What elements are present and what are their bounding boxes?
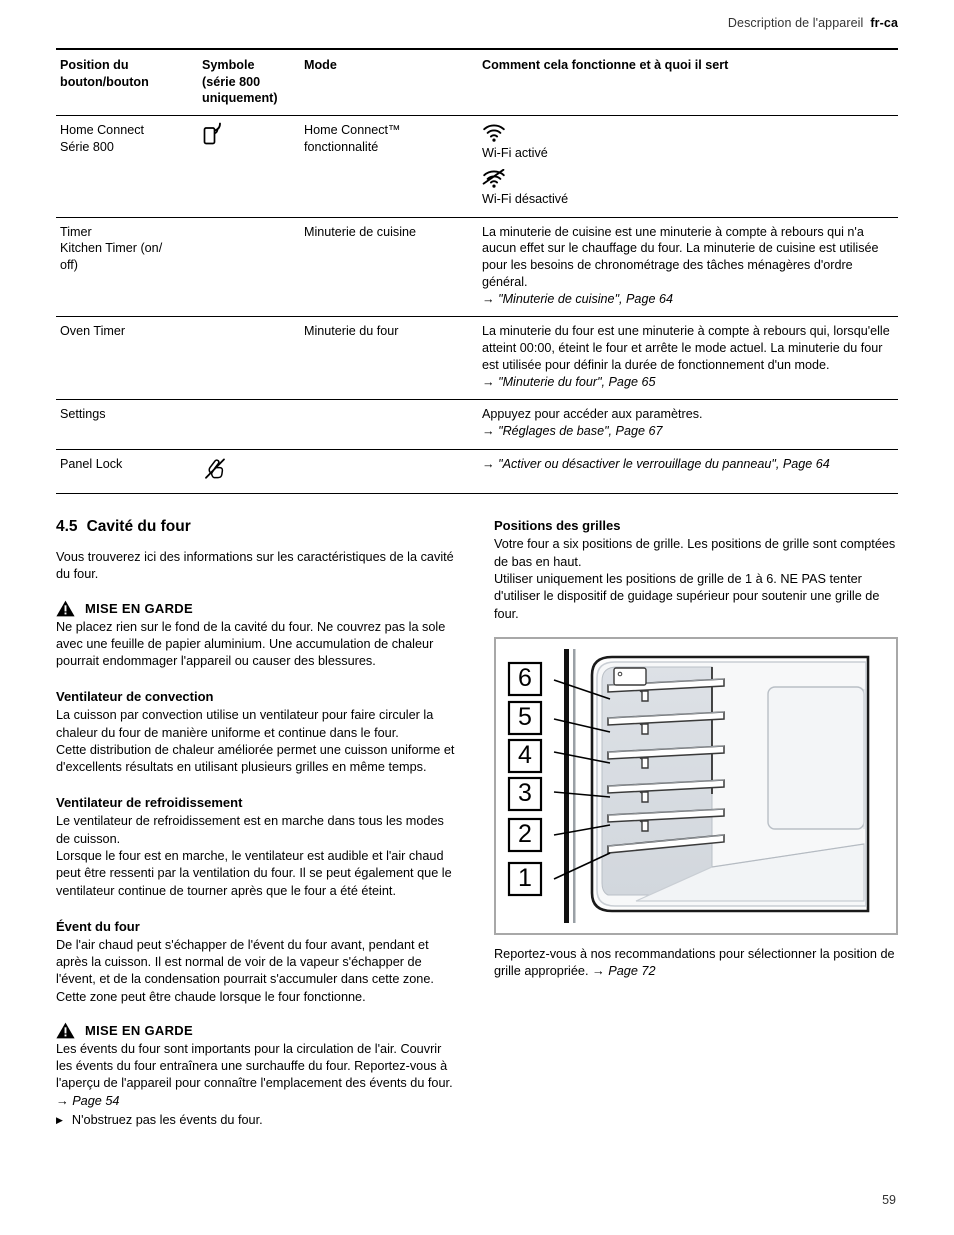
warning-label: MISE EN GARDE	[85, 1022, 193, 1038]
figure-caption	[494, 946, 898, 981]
table-row	[56, 217, 898, 317]
rack-label-5	[509, 702, 541, 734]
warning-triangle-icon	[56, 600, 75, 617]
controls-mode-table	[56, 48, 898, 494]
cell-position: Panel Lock	[56, 449, 198, 494]
cell-position: Home Connect Série 800	[56, 116, 198, 217]
description-text: Appuyez pour accéder aux paramètres.	[482, 407, 703, 422]
warning-label: MISE EN GARDE	[85, 600, 193, 616]
table-row	[56, 116, 898, 217]
home-connect-icon	[202, 135, 224, 149]
bullet-text: N'obstruez pas les évents du four.	[71, 1112, 263, 1127]
list-item	[56, 1112, 460, 1129]
symbole-line-1: Symbole	[202, 58, 255, 72]
oven-diagram-svg	[496, 639, 896, 933]
cell-description	[478, 317, 898, 400]
warning-heading-1	[56, 600, 460, 617]
svg-text:1: 1	[518, 863, 532, 892]
cross-reference: → "Activer ou désactiver le verrouillage du panneau", Page 64	[482, 456, 830, 471]
wifi-on-icon	[482, 123, 890, 145]
cell-description	[478, 400, 898, 449]
cell-mode: Home Connect™ fonctionnalité	[300, 116, 478, 217]
warning-body-text: Les évents du four sont importants pour la circulation de l'air. Couvrir les évents du four entraînera une surchauffe du four. Reportez-vous à l'aperçu de l'appareil pour connaître l'emplacement des évents du four.	[56, 1041, 453, 1091]
wifi-state-on	[482, 123, 890, 162]
cell-position: Oven Timer	[56, 317, 198, 400]
table-row	[56, 449, 898, 494]
figure-caption-text: Reportez-vous à nos recommandations pour sélectionner la position de grille appropriée.	[494, 946, 895, 979]
cross-reference: → "Minuterie de cuisine", Page 64	[482, 291, 673, 306]
right-column	[494, 518, 898, 1129]
section-number: 4.5	[56, 518, 78, 536]
warning-cross-reference: → Page 54	[56, 1093, 120, 1108]
header-title: Description de l'appareil	[727, 16, 864, 30]
table-body	[56, 116, 898, 494]
cell-mode	[300, 400, 478, 449]
vent-paragraph-1: De l'air chaud peut s'échapper de l'évent du four avant, pendant et après la cuisson. Il est normal de voir de la vapeur s'échapper de l'évent, et de la condensation pourrait s'accumuler dans cette zone. Cette zone peut être chaude lorsque le four fonctionne.	[56, 937, 434, 1004]
wifi-off-icon	[482, 169, 890, 191]
page-number: 59	[882, 1193, 896, 1207]
section-heading	[56, 518, 460, 537]
rack-positions-paragraph-1: Votre four a six positions de grille. Les positions de grille sont comptées de bas en haut.	[494, 537, 896, 569]
wifi-on-label: Wi-Fi activé	[482, 146, 548, 161]
header-language: fr-ca	[870, 16, 898, 30]
rack-label-2	[509, 819, 541, 851]
cell-position: Settings	[56, 400, 198, 449]
wifi-off-label: Wi-Fi désactivé	[482, 191, 569, 206]
cell-symbol	[198, 317, 300, 400]
cell-mode: Minuterie de cuisine	[300, 217, 478, 317]
column-header-symbole	[198, 49, 300, 116]
column-header-position: Position du bouton/bouton	[56, 49, 198, 116]
left-column	[56, 518, 460, 1129]
table-row	[56, 317, 898, 400]
svg-text:6: 6	[518, 663, 532, 692]
running-header	[728, 16, 898, 30]
section-intro: Vous trouverez ici des informations sur les caractéristiques de la cavité du four.	[56, 550, 454, 582]
cell-position: Timer Kitchen Timer (on/ off)	[56, 217, 198, 317]
cooling-paragraph-1: Le ventilateur de refroidissement est en marche dans tous les modes de cuisson.	[56, 814, 444, 846]
two-column-body	[56, 518, 898, 1129]
rack-label-3	[509, 778, 541, 810]
triangle-bullet-icon: ▶	[56, 1114, 63, 1125]
cell-mode: Minuterie du four	[300, 317, 478, 400]
table-header-row	[56, 49, 898, 116]
rack-label-1	[509, 863, 541, 895]
cell-symbol	[198, 217, 300, 317]
panel-lock-icon	[202, 469, 228, 483]
subheading-oven-vent: Évent du four	[56, 918, 140, 934]
cell-description	[478, 217, 898, 317]
cross-reference: → "Minuterie du four", Page 65	[482, 374, 656, 389]
page-content	[56, 48, 898, 1129]
cross-reference: → "Réglages de base", Page 67	[482, 424, 663, 439]
table-header	[56, 49, 898, 116]
rack-positions-paragraph-2: Utiliser uniquement les positions de grille de 1 à 6. NE PAS tenter d'utiliser le dispositif de guidage supérieur pour soutenir une grille de four.	[494, 572, 880, 621]
wifi-state-off	[482, 169, 890, 208]
cell-description	[478, 116, 898, 217]
cell-symbol	[198, 400, 300, 449]
column-header-mode: Mode	[300, 49, 478, 116]
description-text: La minuterie de cuisine est une minuterie à compte à rebours qui n'a aucun effet sur le chauffage du four. La minuterie de cuisine est utilisée pour les besoins de chronométrage des tâches ménagères d'ordre général.	[482, 224, 879, 289]
warning-triangle-icon	[56, 1022, 75, 1039]
convection-paragraph-2: Cette distribution de chaleur améliorée permet une cuisson uniforme et d'excellents résultats en utilisant plusieurs grilles en même temps.	[56, 742, 455, 775]
svg-text:3: 3	[518, 778, 532, 807]
column-header-description: Comment cela fonctionne et à quoi il sert	[478, 49, 898, 116]
rack-label-4	[509, 740, 541, 772]
figure-cross-reference: → Page 72	[592, 964, 656, 979]
cell-mode	[300, 449, 478, 494]
subheading-rack-positions: Positions des grilles	[494, 518, 621, 534]
description-text: La minuterie du four est une minuterie à compte à rebours qui, lorsqu'elle atteint 00:00, éteint le four et arrête le mode actuel. La minuterie du four est utilisée pour définir la durée de fonctionnement d'un mode.	[482, 324, 890, 372]
subheading-convection-fan: Ventilateur de convection	[56, 689, 214, 705]
subheading-cooling-fan: Ventilateur de refroidissement	[56, 795, 243, 811]
section-title-text: Cavité du four	[86, 518, 191, 536]
symbole-line-3: uniquement)	[202, 91, 278, 106]
svg-text:4: 4	[518, 740, 532, 769]
svg-text:5: 5	[518, 702, 532, 731]
oven-rack-positions-diagram	[494, 637, 898, 935]
warning-text-1: Ne placez rien sur le fond de la cavité du four. Ne couvrez pas la sole avec une feuille de papier aluminium. Une accumulation de chaleur pourrait endommager l'appareil ou causer des blessures.	[56, 619, 446, 669]
cell-symbol	[198, 116, 300, 217]
svg-text:2: 2	[518, 819, 532, 848]
warning-heading-2	[56, 1022, 460, 1039]
convection-paragraph-1: La cuisson par convection utilise un ventilateur pour faire circuler la chaleur du four de manière uniforme et continue dans le four.	[56, 708, 434, 740]
cell-description	[478, 449, 898, 494]
rack-label-6	[509, 663, 541, 695]
cooling-paragraph-2: Lorsque le four est en marche, le ventilateur est audible et l'air chaud peut être ressenti par la ventilation du four. Il se peut également que le ventilateur continue de tourner après que le four a été éteint.	[56, 849, 452, 898]
table-row	[56, 400, 898, 449]
symbole-line-2: (série 800	[202, 74, 261, 89]
cell-symbol	[198, 449, 300, 494]
warning-text-2	[56, 1041, 460, 1110]
